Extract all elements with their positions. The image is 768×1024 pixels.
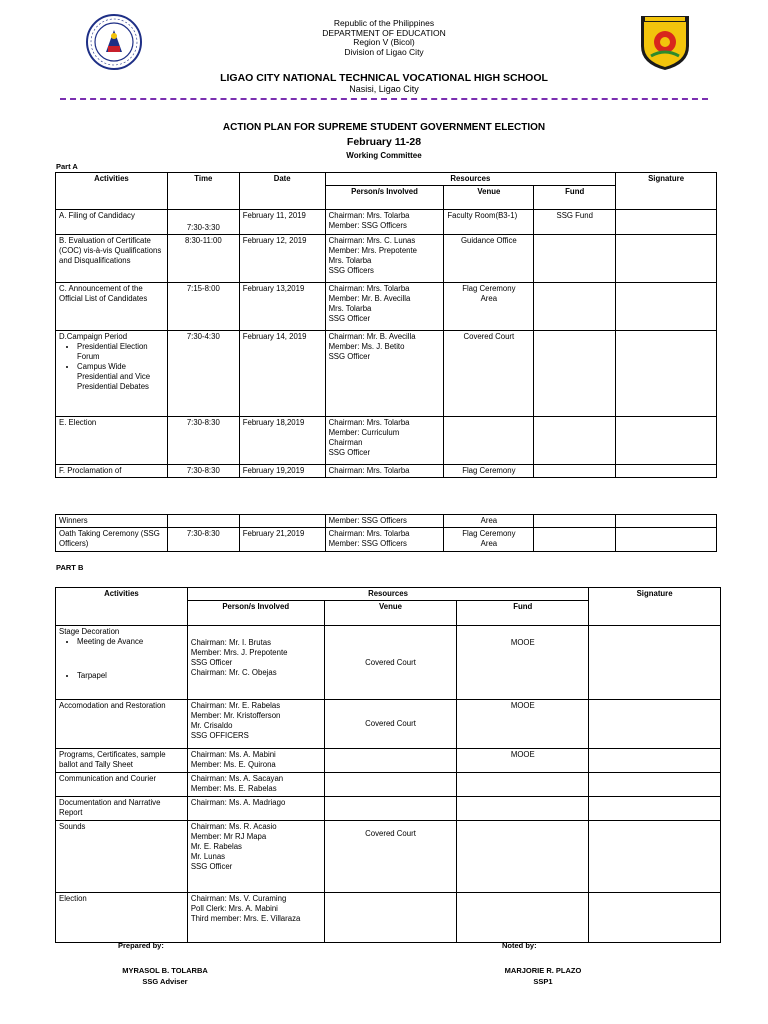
fund-cell	[534, 417, 616, 465]
signature-cell	[589, 700, 721, 749]
persons-cell: Chairman: Ms. R. Acasio Member: Mr RJ Mapa Mr. E. Rabelas Mr. Lunas SSG Officer	[187, 821, 324, 893]
date-cell: February 13,2019	[239, 283, 325, 331]
part-a-label: Part A	[56, 162, 78, 171]
date-cell	[239, 515, 325, 528]
col-activities: Activities	[56, 588, 188, 626]
signature-cell	[589, 821, 721, 893]
school-address: Nasisi, Ligao City	[349, 84, 419, 94]
col-persons: Person/s Involved	[187, 601, 324, 626]
table-row	[56, 515, 717, 528]
col-venue: Venue	[444, 186, 534, 210]
persons-cell: Chairman: Mrs. Tolarba Member: Curriculum Chairman SSG Officer	[325, 417, 444, 465]
signature-cell	[616, 210, 717, 235]
plan-dates: February 11-28	[346, 136, 422, 148]
venue-cell	[324, 797, 457, 821]
col-resources: Resources	[325, 173, 616, 186]
table-row	[56, 797, 721, 821]
time-cell: 7:30-3:30	[167, 210, 239, 235]
table-row	[56, 893, 721, 943]
plan-subtitle: Working Committee	[346, 151, 422, 160]
deped-seal-logo	[86, 14, 142, 70]
prepared-by-name: MYRASOL B. TOLARBA	[122, 966, 208, 975]
col-resources: Resources	[187, 588, 588, 601]
prepared-by-title: SSG Adviser	[142, 977, 188, 986]
venue-cell	[324, 749, 457, 773]
persons-cell: Chairman: Mrs. Tolarba Member: Mr. B. Avecilla Mrs. Tolarba SSG Officer	[325, 283, 444, 331]
fund-cell	[457, 821, 589, 893]
persons-cell: Chairman: Mrs. C. Lunas Member: Mrs. Prepotente Mrs. Tolarba SSG Officers	[325, 235, 444, 283]
list-item: • Tarpapel	[77, 671, 184, 681]
date-cell: February 11, 2019	[239, 210, 325, 235]
fund-cell	[457, 773, 589, 797]
fund-cell	[534, 331, 616, 417]
activity-cell: F. Proclamation of	[56, 465, 168, 478]
venue-cell: Faculty Room(B3-1)	[444, 210, 534, 235]
activity-cell: B. Evaluation of Certificate (COC) vis-à-vis Qualifications and Disqualifications	[56, 235, 168, 283]
fund-cell	[457, 797, 589, 821]
signature-cell	[616, 283, 717, 331]
time-cell: 8:30-11:00	[167, 235, 239, 283]
activity-cell: A. Filing of Candidacy	[56, 210, 168, 235]
part-b-table	[55, 587, 721, 943]
col-activities: Activities	[56, 173, 168, 210]
time-cell: 7:30-4:30	[167, 331, 239, 417]
signature-cell	[616, 417, 717, 465]
time-cell	[167, 515, 239, 528]
activity-cell: E. Election	[56, 417, 168, 465]
fund-cell	[534, 283, 616, 331]
table-row	[56, 235, 717, 283]
activity-cell: Programs, Certificates, sample ballot and Tally Sheet	[56, 749, 188, 773]
table-row	[56, 700, 721, 749]
venue-cell: Flag Ceremony Area	[444, 283, 534, 331]
table-row	[56, 821, 721, 893]
col-signature: Signature	[616, 173, 717, 210]
activity-cell: Documentation and Narrative Report	[56, 797, 188, 821]
header-region: Region V (Bicol)	[353, 37, 415, 47]
venue-cell: Covered Court	[444, 331, 534, 417]
part-b-label: PART B	[56, 563, 84, 572]
persons-cell: Chairman: Mr. B. Avecilla Member: Ms. J. Betito SSG Officer	[325, 331, 444, 417]
table-row	[56, 528, 717, 552]
table-row	[56, 210, 717, 235]
activity-title: Stage Decoration	[59, 627, 120, 636]
persons-cell: Chairman: Ms. A. Sacayan Member: Ms. E. Rabelas	[187, 773, 324, 797]
signature-cell	[589, 893, 721, 943]
signature-cell	[616, 515, 717, 528]
date-cell: February 21,2019	[239, 528, 325, 552]
fund-cell	[534, 465, 616, 478]
fund-cell: SSG Fund	[534, 210, 616, 235]
noted-by-name: MARJORIE R. PLAZO	[504, 966, 582, 975]
header-deped: DEPARTMENT OF EDUCATION	[322, 27, 446, 38]
table-row	[56, 331, 717, 417]
persons-cell: Chairman: Mrs. Tolarba Member: SSG Officers	[325, 210, 444, 235]
activity-title: D.Campaign Period	[59, 332, 128, 341]
col-fund: Fund	[534, 186, 616, 210]
plan-title: ACTION PLAN FOR SUPREME STUDENT GOVERNMENT ELECTION	[222, 122, 546, 133]
persons-cell: Chairman: Mr. E. Rabelas Member: Mr. Kristofferson Mr. Crisaldo SSG OFFICERS	[187, 700, 324, 749]
date-cell: February 19,2019	[239, 465, 325, 478]
activity-cell: Election	[56, 893, 188, 943]
date-cell: February 12, 2019	[239, 235, 325, 283]
list-item: • Campus Wide Presidential and Vice Presidential Debates	[77, 362, 164, 392]
signature-cell	[616, 331, 717, 417]
activity-cell: C. Announcement of the Official List of Candidates	[56, 283, 168, 331]
list-item: • Meeting de Avance	[77, 637, 184, 647]
col-fund: Fund	[457, 601, 589, 626]
col-signature: Signature	[589, 588, 721, 626]
time-cell: 7:30-8:30	[167, 417, 239, 465]
time-cell: 7:15-8:00	[167, 283, 239, 331]
time-cell: 7:30-8:30	[167, 465, 239, 478]
activity-cell: Communication and Courier	[56, 773, 188, 797]
venue-cell	[324, 893, 457, 943]
signature-cell	[616, 465, 717, 478]
venue-cell: Flag Ceremony Area	[444, 528, 534, 552]
part-a-continued-table	[55, 514, 717, 552]
fund-cell	[534, 235, 616, 283]
persons-cell: Chairman: Ms. V. Curaming Poll Clerk: Mrs. A. Mabini Third member: Mrs. E. Villaraza	[187, 893, 324, 943]
noted-by-title: SSP1	[533, 977, 553, 986]
persons-cell: Member: SSG Officers	[325, 515, 444, 528]
venue-cell: Covered Court	[324, 700, 457, 749]
venue-cell	[324, 773, 457, 797]
col-persons: Person/s Involved	[325, 186, 444, 210]
fund-cell: MOOE	[457, 749, 589, 773]
fund-cell: MOOE	[457, 626, 589, 700]
activity-cell: Winners	[56, 515, 168, 528]
school-name: LIGAO CITY NATIONAL TECHNICAL VOCATIONAL HIGH SCHOOL	[220, 72, 548, 84]
signature-cell	[589, 749, 721, 773]
activity-cell: Accomodation and Restoration	[56, 700, 188, 749]
part-a-table	[55, 172, 717, 478]
date-cell: February 14, 2019	[239, 331, 325, 417]
signature-cell	[589, 773, 721, 797]
noted-by-label: Noted by:	[502, 941, 537, 950]
persons-cell: Chairman: Ms. A. Mabini Member: Ms. E. Quirona	[187, 749, 324, 773]
col-venue: Venue	[324, 601, 457, 626]
fund-cell: MOOE	[457, 700, 589, 749]
activity-cell: Oath Taking Ceremony (SSG Officers)	[56, 528, 168, 552]
activity-cell: Sounds	[56, 821, 188, 893]
activity-cell	[56, 331, 168, 417]
fund-cell	[457, 893, 589, 943]
date-cell: February 18,2019	[239, 417, 325, 465]
venue-cell: Guidance Office	[444, 235, 534, 283]
venue-cell: Covered Court	[324, 626, 457, 700]
col-time: Time	[167, 173, 239, 210]
venue-cell	[444, 417, 534, 465]
fund-cell	[534, 515, 616, 528]
school-seal-logo	[637, 12, 693, 72]
table-row	[56, 626, 721, 700]
venue-cell: Flag Ceremony	[444, 465, 534, 478]
table-row	[56, 773, 721, 797]
table-row	[56, 417, 717, 465]
table-row	[56, 465, 717, 478]
signature-cell	[589, 626, 721, 700]
signature-cell	[616, 528, 717, 552]
table-row	[56, 749, 721, 773]
venue-cell: Area	[444, 515, 534, 528]
signature-cell	[589, 797, 721, 821]
header-division: Division of Ligao City	[344, 46, 424, 57]
persons-cell: Chairman: Mrs. Tolarba Member: SSG Officers	[325, 528, 444, 552]
fund-cell	[534, 528, 616, 552]
time-cell: 7:30-8:30	[167, 528, 239, 552]
table-row	[56, 283, 717, 331]
header-republic: Republic of the Philippines	[333, 18, 435, 28]
signature-cell	[616, 235, 717, 283]
prepared-by-label: Prepared by:	[118, 941, 164, 950]
persons-cell: Chairman: Mr. I. Brutas Member: Mrs. J. Prepotente SSG Officer Chairman: Mr. C. Obejas	[187, 626, 324, 700]
persons-cell: Chairman: Mrs. Tolarba	[325, 465, 444, 478]
header-divider	[60, 98, 708, 100]
persons-cell: Chairman: Ms. A. Madriago	[187, 797, 324, 821]
col-date: Date	[239, 173, 325, 210]
venue-cell: Covered Court	[324, 821, 457, 893]
activity-cell	[56, 626, 188, 700]
list-item: • Presidential Election Forum	[77, 342, 164, 362]
